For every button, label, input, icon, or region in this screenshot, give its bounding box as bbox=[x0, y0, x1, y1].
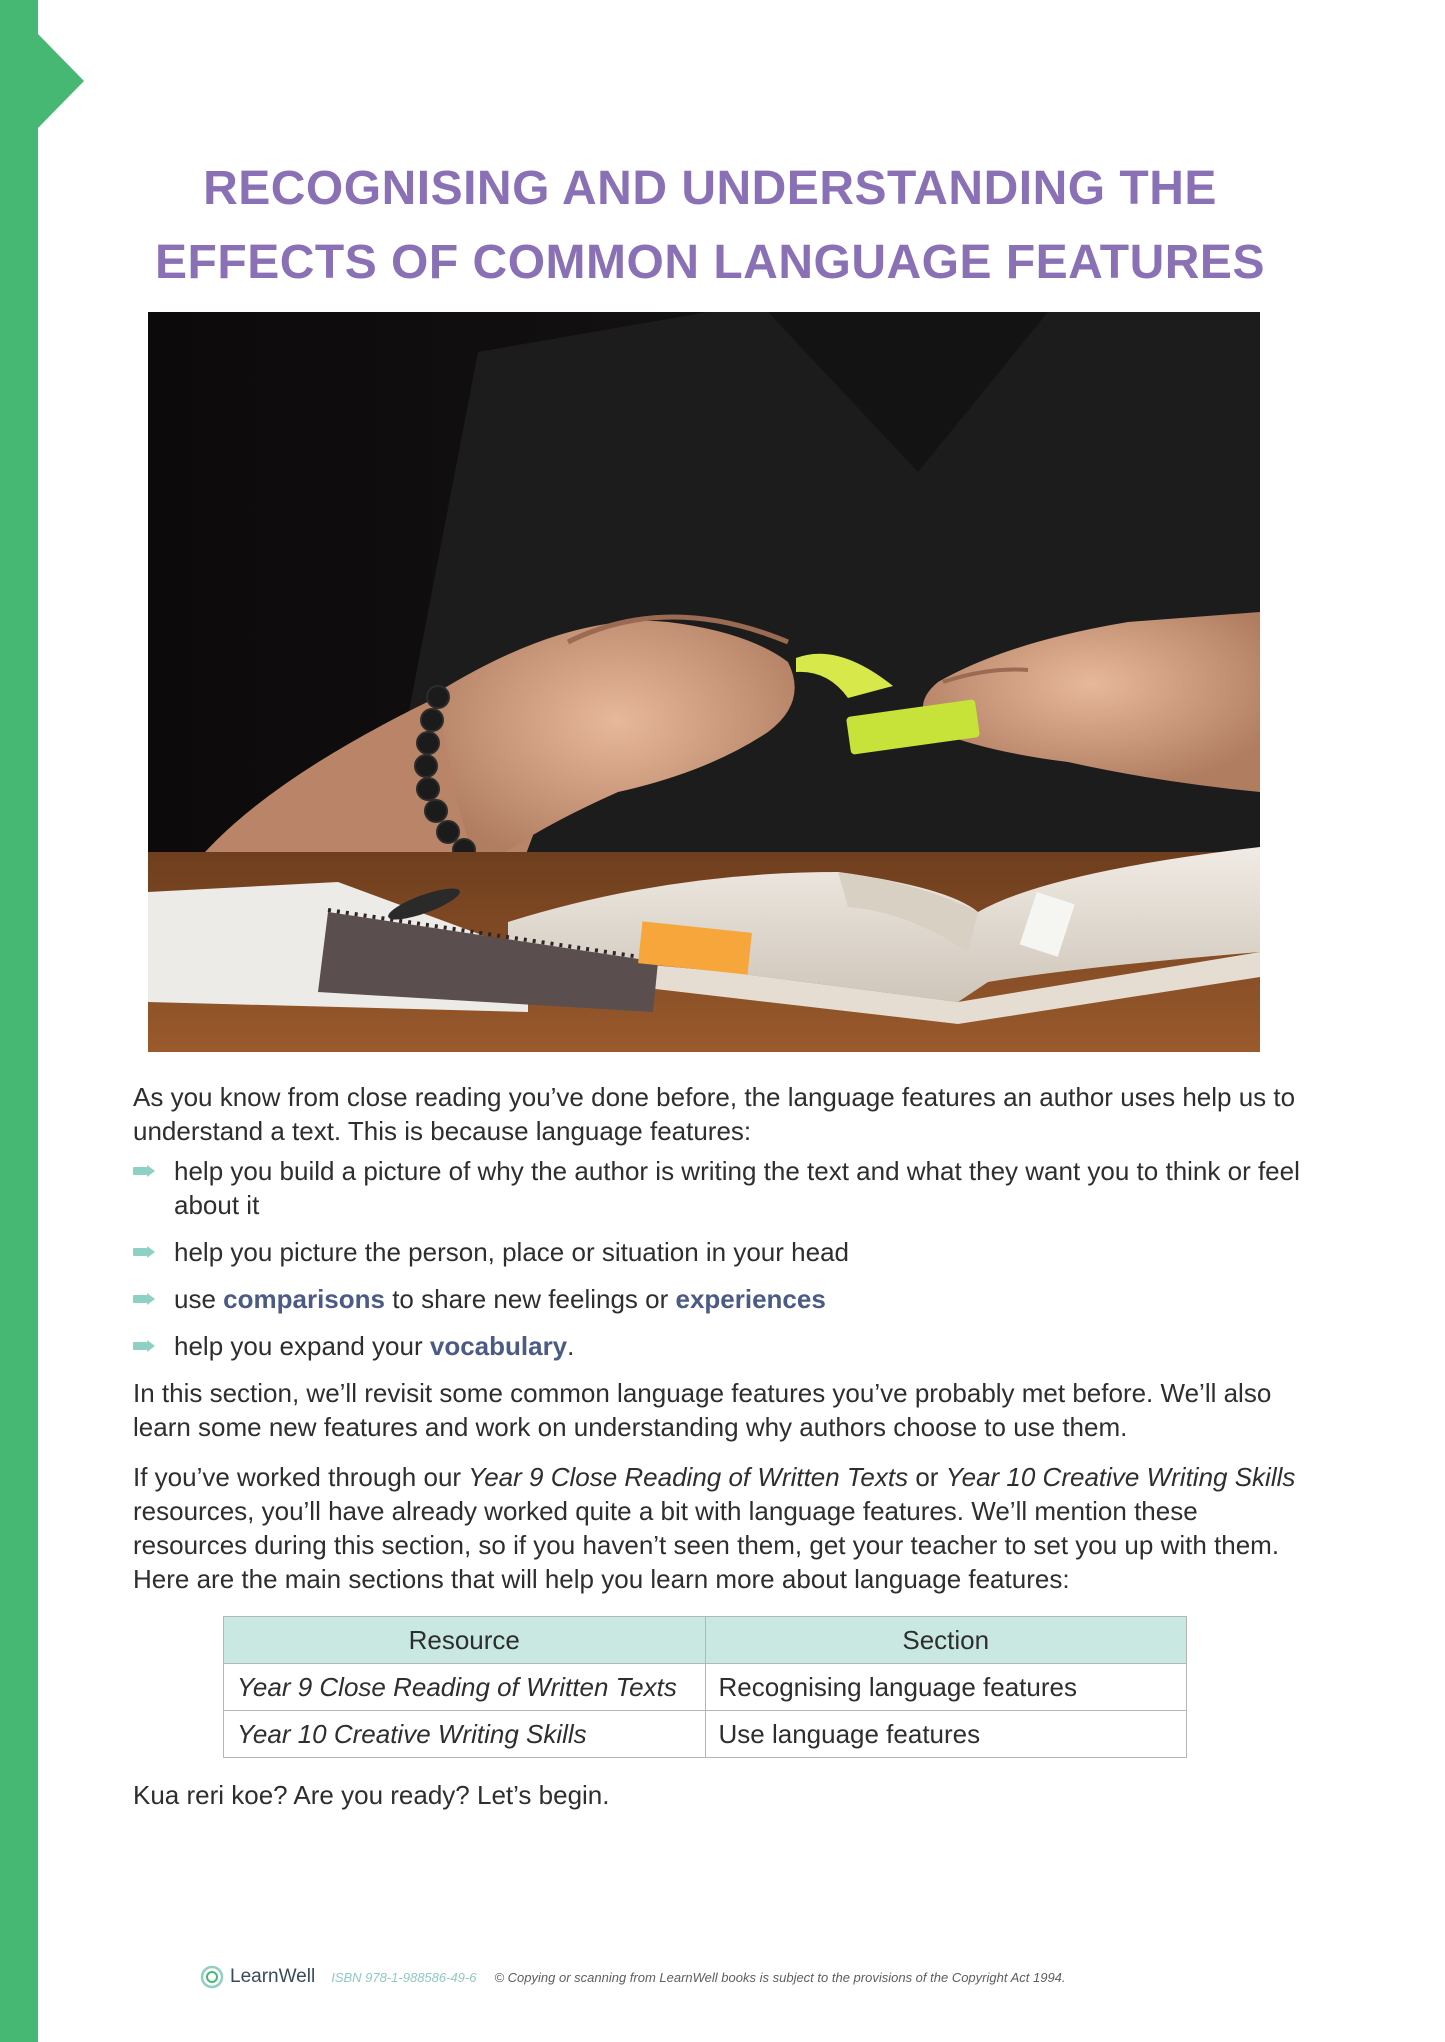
resources-text-a: If you’ve worked through our bbox=[133, 1462, 469, 1492]
closing-line: Kua reri koe? Are you ready? Let’s begin. bbox=[133, 1780, 610, 1810]
hero-photo bbox=[148, 312, 1260, 1052]
bullet-text-middle: to share new feelings or bbox=[384, 1284, 676, 1314]
page-title bbox=[120, 152, 1300, 300]
isbn-text: ISBN 978-1-988586-49-6 bbox=[331, 1969, 477, 1985]
resource-cell: Year 9 Close Reading of Written Texts bbox=[224, 1664, 706, 1711]
bullet-text: help you picture the person, place or situation in your head bbox=[174, 1237, 849, 1267]
title-line-1: RECOGNISING AND UNDERSTANDING THE bbox=[203, 162, 1217, 215]
side-accent-arrow bbox=[38, 34, 84, 128]
table-header-row bbox=[224, 1617, 1187, 1664]
bullet-item bbox=[133, 1235, 1303, 1269]
logo-text: LearnWell bbox=[230, 1966, 316, 1987]
resources-text-c: resources, you’ll have already worked quite a bit with language features. We’ll mention these resources during this section, so if you haven’t seen them, get your teacher to set you up with them. Here are the main sections that will help you learn more about language features: bbox=[133, 1496, 1280, 1594]
resource-cell: Year 10 Creative Writing Skills bbox=[224, 1711, 706, 1758]
term-comparisons: comparisons bbox=[223, 1284, 385, 1314]
title-line-2: EFFECTS OF COMMON LANGUAGE FEATURES bbox=[155, 236, 1265, 289]
resource-title-year10: Year 10 Creative Writing Skills bbox=[945, 1462, 1296, 1492]
term-vocabulary: vocabulary bbox=[429, 1331, 568, 1361]
resource-title-year9: Year 9 Close Reading of Written Texts bbox=[468, 1462, 909, 1492]
section-overview-paragraph: In this section, we’ll revisit some common language features you’ve probably met before. We’ll also learn some new features and work on understanding why authors choose to use them. bbox=[133, 1378, 1272, 1442]
arrow-bullet-icon bbox=[133, 1248, 147, 1256]
bullet-text-start: use bbox=[174, 1284, 224, 1314]
arrow-bullet-icon bbox=[133, 1295, 147, 1303]
learnwell-swirl-icon bbox=[200, 1965, 224, 1989]
hands-with-book-illustration bbox=[148, 312, 1260, 1052]
resources-text-b: or bbox=[908, 1462, 946, 1492]
bullet-text-end: . bbox=[567, 1331, 575, 1361]
resources-paragraph bbox=[133, 1460, 1303, 1596]
side-accent-bar bbox=[0, 0, 38, 2042]
column-header-resource: Resource bbox=[224, 1617, 706, 1664]
intro-paragraph: As you know from close reading you’ve done before, the language features an author uses help us to understand a text. This is because language features: bbox=[133, 1082, 1296, 1146]
bullet-text: help you build a picture of why the author is writing the text and what they want you to think or feel about it bbox=[174, 1156, 1300, 1220]
term-experiences: experiences bbox=[675, 1284, 826, 1314]
column-header-section: Section bbox=[705, 1617, 1187, 1664]
arrow-bullet-icon bbox=[133, 1342, 147, 1350]
section-cell: Recognising language features bbox=[705, 1664, 1187, 1711]
resources-table bbox=[223, 1616, 1187, 1758]
bullet-item bbox=[133, 1329, 1303, 1363]
learnwell-logo bbox=[200, 1965, 315, 1989]
bullet-item bbox=[133, 1282, 1303, 1316]
bullet-text-start: help you expand your bbox=[174, 1331, 430, 1361]
feature-bullet-list bbox=[133, 1154, 1303, 1363]
page-footer bbox=[200, 1962, 1260, 1992]
copyright-text: © Copying or scanning from LearnWell books is subject to the provisions of the Copyright Act 1994. bbox=[494, 1969, 1066, 1985]
body-content bbox=[133, 1080, 1303, 1812]
table-row bbox=[224, 1664, 1187, 1711]
bullet-item bbox=[133, 1154, 1303, 1222]
table-row bbox=[224, 1711, 1187, 1758]
arrow-bullet-icon bbox=[133, 1167, 147, 1175]
section-cell: Use language features bbox=[705, 1711, 1187, 1758]
